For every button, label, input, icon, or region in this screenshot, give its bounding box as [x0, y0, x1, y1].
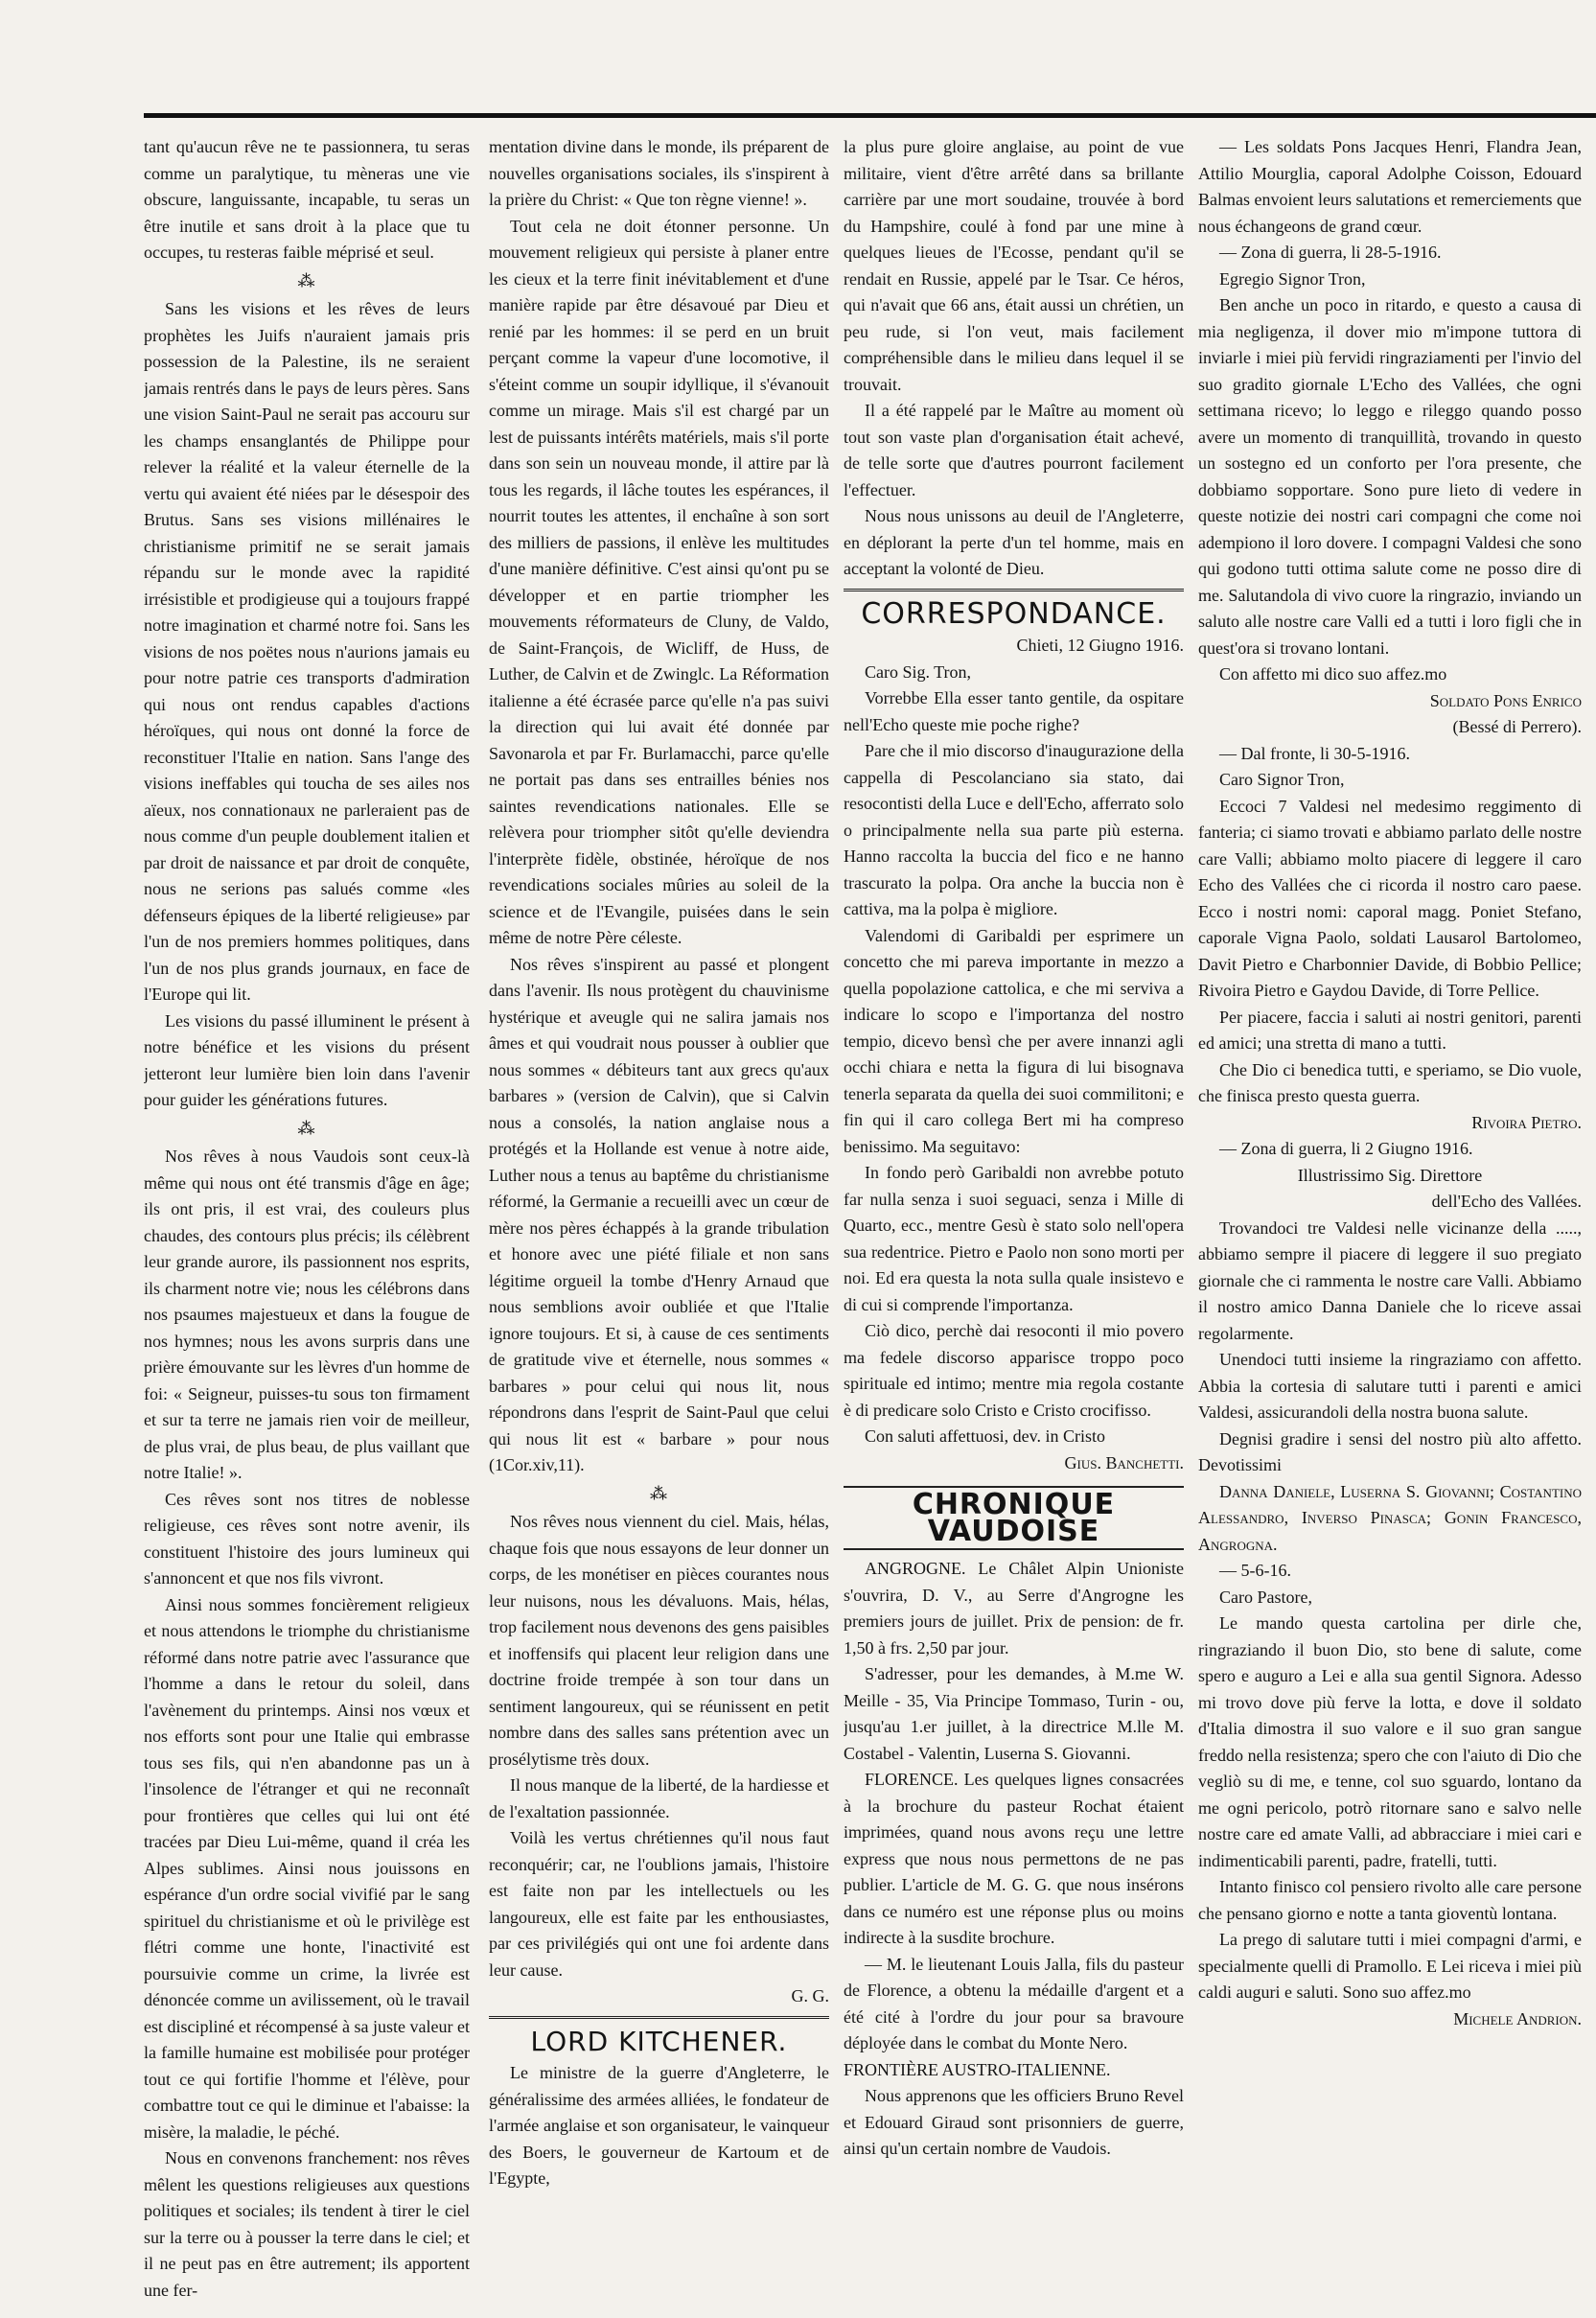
letter-signature: Gius. Banchetti.	[1064, 1452, 1184, 1472]
letter-date: — Dal fronte, li 30-5-1916.	[1219, 743, 1410, 763]
paragraph: — Les soldats Pons Jacques Henri, Flandra Jean, Attilio Mourglia, caporal Adolphe Coisson, Edouard Balmas envoient leurs salutations et remerciements que nous échangeons de grand cœur.	[1198, 137, 1582, 236]
paragraph: Intanto finisco col pensiero rivolto alle care persone che pensano giorno e notte a tanta gioventù lontana.	[1198, 1877, 1582, 1923]
section-title-lord-kitchener: LORD KITCHENER.	[530, 2025, 788, 2057]
column-2	[489, 134, 829, 2192]
asterism: ⁂	[650, 1483, 668, 1503]
letter-salutation: dell'Echo des Vallées.	[1431, 1192, 1582, 1211]
paragraph: ANGROGNE. Le Châlet Alpin Unioniste s'ouvrira, D. V., au Serre d'Angrogne les premiers jours de juillet. Prix de pension: de fr. 1,50 à frs. 2,50 par jour.	[844, 1559, 1184, 1657]
paragraph: — M. le lieutenant Louis Jalla, fils du pasteur de Florence, a obtenu la médaille d'argent et a été cité à l'ordre du jour pour sa bravoure déployée dans le combat du Monte Nero.	[844, 1954, 1184, 2052]
paragraph: Nos rêves s'inspirent au passé et plongent dans l'avenir. Ils nous protègent du chauvinisme hystérique et aveugle qui ne salira jamais nos âmes et qui voudrait nous pousser à oublier que nous sommes « débiteurs tant aux grecs qu'aux barbares » (version de Calvin), que si Calvin nous a consolés, la nation anglaise nous a protégés et la Hollande est venue à notre aide, Luther nous a tenus au baptême du christianisme réformé, la Germanie a recueilli avec un cœur de mère nos pères échappés à la grande tribulation et honore avec une piété filiale et non sans légitime orgueil la tombe d'Henry Arnaud que nous semblions avoir oubliée et que l'Italie ignore toujours. Et si, à cause de ces sentiments de gratitude vive et éternelle, nous sommes « barbares » pour celui qui nous lit, nous répondrons dans l'esprit de Saint-Paul que celui qui nous lit est « barbare » pour nous (1Cor.xiv,11).	[489, 954, 829, 1474]
column-1	[144, 134, 470, 2304]
paragraph: In fondo però Garibaldi non avrebbe potuto far nulla senza i suoi seguaci, senza i Mille di Quarto, ecc., mentre Gesù è stato solo nell'opera sua redentrice. Pietro e Paolo non sono morti per noi. Ed era questa la nota sulla quale insistevo e di cui si comprende l'importanza.	[844, 1163, 1184, 1314]
paragraph: Nous nous unissons au deuil de l'Angleterre, en déplorant la perte d'un tel homme, mais en acceptant la volonté de Dieu.	[844, 506, 1184, 578]
letter-date: — Zona di guerra, li 28-5-1916.	[1219, 243, 1442, 262]
paragraph: Ben anche un poco in ritardo, e questo a causa di mia negligenza, il dover mio m'impone tuttora di inviarle i miei più fervidi ringraziamenti per l'invio del suo gradito giornale L'Echo des Vallées, che ogni settimana ricevo; lo leggo e rileggo quando posso avere un momento di tranquillità, trovando in questo un sostegno ed un conforto per l'ora presente, che dobbiamo sopportare. Sono pure lieto di vedere in queste notizie dei nostri cari compagni che come noi adempiono il loro dovere. I compagni Valdesi che sono qui godono tutti ottima salute come ne posso dire di me. Salutandola di vivo cuore la ringrazio, inviando un saluto alle nostre care Valli ed a tutti i loro figli che in quest'ora si trovano lontani.	[1198, 295, 1582, 658]
paragraph: Valendomi di Garibaldi per esprimere un concetto che mi pareva importante in mezzo a quella popolazione cattolica, e che mi serviva a indicare lo scopo e l'importanza del nostro tempio, dicevo bensì che per avere innanzi agli occhi chiara e netta la figura di lui bisognava tenerla separata da quella dei suoi commilitoni; e fin qui il caro collega Bert mi ha compreso benissimo. Ma seguitavo:	[844, 925, 1184, 1156]
paragraph: Il a été rappelé par le Maître au moment où tout son vaste plan d'organisation était achevé, de telle sorte que d'autres pourront facilement l'effectuer.	[844, 401, 1184, 499]
letter-signature: Soldato Pons Enrico	[1429, 690, 1582, 710]
paragraph: Vorrebbe Ella esser tanto gentile, da ospitare nell'Echo queste mie poche righe?	[844, 688, 1184, 734]
paragraph: la plus pure gloire anglaise, au point de vue militaire, vient d'être arrêté dans sa brillante carrière par une mort soudaine, trouvée à bord du Hampshire, coulé à fond par une mine à quelques lieues de l'Ecosse, pendant qu'il se rendait en Russie, appelé par le Tsar. Ce héros, qui n'avait que 66 ans, était aussi un chrétien, un peu rude, si l'on veut, mais facilement compréhensible dans le milieu dans lequel il se trouvait.	[844, 137, 1184, 394]
section-title-chronique-vaudoise: CHRONIQUE VAUDOISE	[844, 1486, 1184, 1550]
paragraph: Pare che il mio discorso d'inaugurazione della cappella di Pescolanciano sia stato, dai resocontisti della Luce e dell'Echo, afferrato solo o principalmente nella sua parte più esterna. Hanno raccolta la buccia del fico e ne hanno trascurato la polpa. Ora anche la buccia non è cattiva, ma la polpa è migliore.	[844, 741, 1184, 918]
paragraph: Eccoci 7 Valdesi nel medesimo reggimento di fanteria; ci siamo trovati e abbiamo parlato delle nostre care Valli; abbiamo molto piacere di leggere il caro Echo des Vallées che ci ricorda il nostro caro paese. Ecco i nostri nomi: caporal magg. Poniet Stefano, caporale Vigna Paolo, soldati Lausarol Bartolomeo, Davit Pietro e Charbonnier Davide, di Bobbio Pellice; Rivoira Pietro e Gaydou Davide, di Torre Pellice.	[1198, 796, 1582, 1000]
paragraph: Nous apprenons que les officiers Bruno Revel et Edouard Giraud sont prisonniers de guerre, ainsi qu'un certain nombre de Vaudois.	[844, 2086, 1184, 2158]
paragraph: Con saluti affettuosi, dev. in Cristo	[865, 1426, 1105, 1446]
paragraph: Voilà les vertus chrétiennes qu'il nous faut reconquérir; car, ne l'oublions jamais, l'histoire est faite non par les intellectuels ou les langoureux, elle est faite par les enthousiastes, par ces privilégiés qui ont une foi ardente dans leur cause.	[489, 1828, 829, 1980]
letter-salutation: Caro Signor Tron,	[1219, 770, 1345, 789]
paragraph: Nous en convenons franchement: nos rêves mêlent les questions religieuses aux questions politiques et sociales; ils tendent à tirer le ciel sur la terre ou à pousser la terre dans le ciel; et il ne peut pas en être autrement; ils apportent une fer-	[144, 2148, 470, 2300]
paragraph: Tout cela ne doit étonner personne. Un mouvement religieux qui persiste à planer entre les cieux et la terre finit inévitablement et d'une manière rapide par être désavoué par Dieu et renié par les hommes: il se perd en un bruit perçant comme la vapeur d'une locomotive, il s'éteint comme un soupir idyllique, il s'évanouit comme un mirage. Mais s'il est chargé par un lest de puissants intérêts matériels, mais s'il porte dans son sein un nouveau monde, il attire par là tous les regards, il lâche toutes les espérances, il nourrit toutes les attentes, il enchaîne à son sort des milliers de passions, il enlève les multitudes d'une manière définitive. C'est ainsi qu'ont pu se développer et en partie triompher les mouvements réformateurs de Cluny, de Valdo, de Saint-François, de Wicliff, de Huss, de Luther, de Calvin et de Zwinglc. La Réformation italienne a été écrasée parce qu'elle n'a pas suivi la direction qui lui avait été donnée par Savonarola et par Fr. Burlamacchi, parce qu'elle ne portait pas dans ses entrailles bénies nos saintes revendications nationales. Elle se relèvera pour triompher sitôt qu'elle deviendra l'interprète fidèle, obstinée, héroïque de nos revendications sociales mûries au soleil de la science et de l'Evangile, puisées dans le sein même de notre Père céleste.	[489, 216, 829, 947]
asterism: ⁂	[297, 270, 316, 290]
paragraph: Le ministre de la guerre d'Angleterre, le généralissime des armées alliées, le fondateur de l'armée anglaise et son organisateur, le vainqueur des Boers, le gouverneur de Kartoum et de l'Egypte,	[489, 2063, 829, 2188]
subheading: FRONTIÈRE AUSTRO-ITALIENNE.	[844, 2059, 1111, 2079]
paragraph: Nos rêves nous viennent du ciel. Mais, hélas, chaque fois que nous essayons de leur donner un corps, de les monétiser en pièces courantes nous leur nuisons, nous les dévaluons. Mais, hélas, trop facilement nous devenons des gens paisibles et inoffensifs qui placent leur religion dans une doctrine froide trempée à son tour dans un sentiment langoureux, qui se réunissent en petit nombre dans des salles sans prétention avec un prosélytisme très doux.	[489, 1512, 829, 1769]
section-divider	[844, 589, 1184, 591]
paragraph: Le mando questa cartolina per dirle che, ringraziando il buon Dio, sto bene di salute, come spero e auguro a Lei e alla sua gentil Signora. Adesso mi trovo dove più ferve la lotta, e dove il soldato d'Italia dimostra il suo valore e il suo gran sangue freddo nella resistenza; spero che con l'aiuto di Dio che vegliò su di me, e tenne, col suo sguardo, lontano da me ogni pericolo, potrò ritornare sano e salvo nelle nostre care ed amate Valli, ad abbracciare i miei cari e indimenticabili parenti, padre, fratelli, tutti.	[1198, 1613, 1582, 1870]
paragraph: mentation divine dans le monde, ils préparent de nouvelles organisations sociales, ils s'inspirent à la prière du Christ: « Que ton règne vienne! ».	[489, 137, 829, 209]
paragraph: Unendoci tutti insieme la ringraziamo con affetto. Abbia la cortesia di salutare tutti i parenti e amici Valdesi, assicurandoli della nostra buona salute.	[1198, 1350, 1582, 1422]
paragraph: Nos rêves à nous Vaudois sont ceux-là même qui nous ont été transmis d'âge en âge; ils ont pris, il est vrai, des couleurs plus chaudes, des contours plus précis; ils célèbrent leur grande aurore, ils passionnent nos esprits, ils charment notre vie; nous les célébrons dans nos psaumes majestueux et dans la fougue de nos hymnes; nous les avons surpris dans une prière émouvante sur les lèvres d'un homme de foi: « Seigneur, puisses-tu sous ton firmament et sur ta terre ne jamais rien voir de meilleur, de plus vrai, de plus beau, de plus vaillant que notre Italie! ».	[144, 1147, 470, 1482]
paragraph: La prego di salutare tutti i miei compagni d'armi, e specialmente quelli di Pramollo. E Lei riceva i miei più caldi auguri e saluti. Sono suo affez.mo	[1198, 1930, 1582, 2002]
paragraph: Per piacere, faccia i saluti ai nostri genitori, parenti ed amici; una stretta di mano a tutti.	[1198, 1007, 1582, 1053]
paragraph: Il nous manque de la liberté, de la hardiesse et de l'exaltation passionnée.	[489, 1775, 829, 1821]
letter-signature: Rivoira Pietro.	[1471, 1112, 1582, 1132]
paragraph: FLORENCE. Les quelques lignes consacrées à la brochure du pasteur Rochat étaient imprimées, quand nous avons reçu une lettre express que nous nous permettons de ne pas publier. L'article de M. G. G. que nous insérons dans ce numéro est une réponse plus ou moins indirecte à la susdite brochure.	[844, 1770, 1184, 1947]
paragraph: tant qu'aucun rêve ne te passionnera, tu seras comme un paralytique, tu mèneras une vie obscure, languissante, incapable, tu seras un être inutile et sans droit à la place que tu occupes, tu resteras faible méprisé et seul.	[144, 137, 470, 262]
column-3	[844, 134, 1184, 2163]
letter-salutation: Caro Sig. Tron,	[865, 661, 972, 682]
asterism: ⁂	[297, 1118, 316, 1138]
article-signature: G. G.	[791, 1986, 829, 2005]
paragraph: Trovandoci tre Valdesi nelle vicinanze della ....., abbiamo sempre il piacere di leggere il suo pregiato giornale che ci rammenta le nostre care Valli. Abbiamo il nostro amico Danna Daniele che lo riceve assai regolarmente.	[1198, 1217, 1582, 1343]
section-divider	[489, 2016, 829, 2019]
letter-date: — Zona di guerra, li 2 Giugno 1916.	[1219, 1139, 1473, 1158]
paragraph: Ciò dico, perchè dai resoconti il mio povero ma fedele discorso apparisce troppo poco spirituale ed intimo; mentre mia regola costante è di predicare solo Cristo e Cristo crocifisso.	[844, 1321, 1184, 1420]
letter-signature: Michele Andrion.	[1453, 2008, 1582, 2028]
letter-salutation: Egregio Signor Tron,	[1219, 268, 1366, 289]
section-title-correspondance: CORRESPONDANCE.	[861, 596, 1167, 631]
letter-signature: Danna Daniele, Luserna S. Giovanni; Costantino Alessandro, Inverso Pinasca; Gonin Francesco, Angrogna.	[1198, 1481, 1582, 1554]
paragraph: Sans les visions et les rêves de leurs prophètes les Juifs n'auraient jamais pris possession de la Palestine, ils ne seraient jamais rentrés dans le pays de leurs pères. Sans une vision Saint-Paul ne serait pas accouru sur les champs ensanglantés de Philippe pour relever la réalité et la valeur éternelle de la vertu qui avaient été niées par le désespoir des Brutus. Sans ses visions millénaires le christianisme primitif ne se serait jamais répandu sur le monde avec la rapidité irrésistible et prodigieuse qui a toujours frappé notre imagination et charmé notre foi. Sans les visions de nos poëtes nous n'aurions jamais eu pour notre patrie ces transports d'admiration qui nous ont rendus capables d'actions héroïques, qui nous ont donné la force de reconstituer l'Italie en nation. Sans l'ange des visions ineffables qui toucha de ses ailes nos aïeux, nos connationaux ne parleraient pas de nous comme d'un peuple doublement italien et par droit de naissance et par droit de conquête, nous ne serions pas salués comme «les défenseurs épiques de la liberté religieuse» par l'un de nos premiers hommes politiques, dans l'un de nos plus grands journaux, en face de l'Europe qui lit.	[144, 299, 470, 1004]
paragraph: S'adresser, pour les demandes, à M.me W. Meille - 35, Via Principe Tommaso, Turin - ou, jusqu'au 1.er juillet, à la directrice M.lle M. Costabel - Valentin, Luserna S. Giovanni.	[844, 1664, 1184, 1763]
paragraph: Degnisi gradire i sensi del nostro più alto affetto. Devotissimi	[1198, 1428, 1582, 1474]
letter-closing: Con affetto mi dico suo affez.mo	[1219, 664, 1447, 684]
letter-salutation: Caro Pastore,	[1219, 1587, 1312, 1607]
column-4	[1198, 134, 1582, 2032]
letter-salutation: Illustrissimo Sig. Direttore	[1297, 1165, 1483, 1185]
letter-date: — 5-6-16.	[1219, 1561, 1291, 1580]
paragraph: Les visions du passé illuminent le présent à notre bénéfice et les visions du présent jetteront leur lumière bien loin dans l'avenir pour guider les générations futures.	[144, 1010, 470, 1109]
paragraph: Ces rêves sont nos titres de noblesse religieuse, ces rêves sont notre avenir, ils constituent l'histoire des jours lumineux qui s'annoncent et que nos fils vivront.	[144, 1489, 470, 1588]
letter-date: Chieti, 12 Giugno 1916.	[1016, 636, 1184, 655]
paragraph: Ainsi nous sommes foncièrement religieux et nous attendons le triomphe du christianisme réformé dans notre patrie avec l'assurance que l'homme a dans le retour du soleil, dans l'avènement du printemps. Ainsi nos vœux et nos efforts sont pour une Italie qui embrasse tous ses fils, qui n'en abandonne pas un à l'insolence de l'étranger et qui ne reconnaît pour frontières que celles qui lui ont été tracées par Dieu Lui-même, quand il créa les Alpes sublimes. Ainsi nous jouissons en espérance d'un ordre social vivifié par le sang spirituel du christianisme et où le privilège est flétri comme une honte, l'inactivité est poursuivie comme un crime, la livrée est dénoncée comme un avilissement, où le travail est discipliné et récompensé à sa juste valeur et la famille humaine est mobilisée pour protéger tout ce qui fortifie l'homme et l'élève, pour combattre tout ce qui le diminue et l'abaisse: la misère, la maladie, le péché.	[144, 1594, 470, 2142]
paragraph: Che Dio ci benedica tutti, e speriamo, se Dio vuole, che finisca presto questa guerra.	[1198, 1059, 1582, 1105]
letter-signature-place: (Bessé di Perrero).	[1452, 717, 1582, 736]
top-rule	[144, 113, 1596, 118]
